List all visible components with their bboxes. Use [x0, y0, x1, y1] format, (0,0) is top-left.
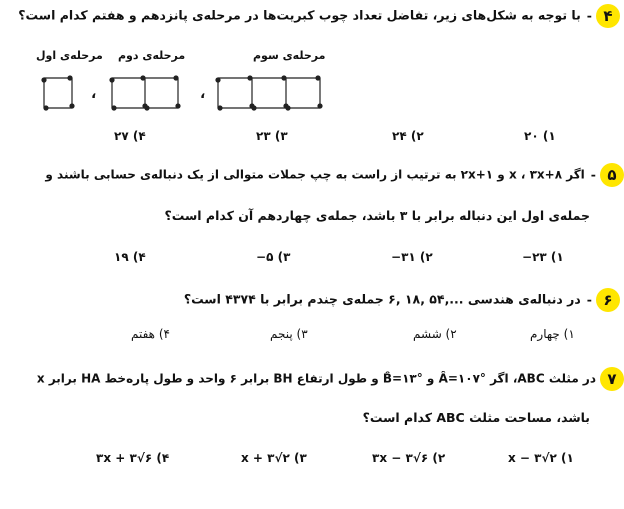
question-4: ۴-با توجه به شکل‌های زیر، تفاضل تعداد چوب کبریت‌ها در مرحله‌ی پانزدهم و هفتم کدام است؟ [18, 4, 620, 28]
stage-label-2: مرحله‌ی دوم [118, 49, 186, 62]
q4-option-2[interactable]: ۲) ۲۴ [392, 129, 424, 143]
question-text: با توجه به شکل‌های زیر، تفاضل تعداد چوب کبریت‌ها در مرحله‌ی پانزدهم و هفتم کدام است؟ [18, 7, 581, 23]
separator-2: ، [200, 86, 206, 102]
q5-option-1[interactable]: ۱) ۲۳− [522, 250, 564, 264]
matchstick-figure-stage-1 [40, 74, 76, 112]
q4-option-3[interactable]: ۳) ۲۳ [256, 129, 288, 143]
separator-1: ، [91, 86, 97, 102]
q6-option-4[interactable]: ۴) هفتم [131, 327, 170, 341]
question-number-badge: ۶ [596, 288, 620, 312]
question-7-line-2: باشد، مساحت مثلث ABC کدام است؟ [362, 410, 590, 425]
question-number-badge: ۷ [600, 367, 624, 391]
question-5: ۵-اگر x ، ۳x+۸ و ۲x+۱ به ترتیب از راست به چپ جملات متوالی از یک دنباله‌ی حسابی باشند و [45, 163, 624, 187]
stage-label-3: مرحله‌ی سوم [253, 49, 326, 62]
stage-label-1: مرحله‌ی اول [36, 49, 103, 62]
q5-option-2[interactable]: ۲) ۳۱− [391, 250, 433, 264]
question-text-line-1: اگر x ، ۳x+۸ و ۲x+۱ به ترتیب از راست به چپ جملات متوالی از یک دنباله‌ی حسابی باشند و [45, 167, 585, 182]
matchstick-figure-stage-2 [108, 74, 182, 112]
matchstick-figure-stage-3 [214, 74, 324, 112]
question-text-line-1: در مثلث ABC، اگر Â=۱۰۷° و B̂=۱۳° و طول ارتفاع BH برابر ۶ واحد و طول پاره‌خط HA برابر x [36, 371, 596, 386]
q6-option-3[interactable]: ۳) پنجم [270, 327, 308, 341]
q5-option-4[interactable]: ۴) ۱۹ [114, 250, 146, 264]
q7-option-4[interactable]: ۴) ۶√۳ + ۳x [96, 451, 170, 465]
q6-option-1[interactable]: ۱) چهارم [530, 327, 575, 341]
q5-option-3[interactable]: ۳) ۵− [256, 250, 291, 264]
question-5-line-2: جمله‌ی اول این دنباله برابر با ۳ باشد، جمله‌ی چهاردهم آن کدام است؟ [164, 208, 590, 223]
question-7 [37, 367, 624, 391]
q4-option-4[interactable]: ۴) ۲۷ [114, 129, 146, 143]
q7-option-1[interactable]: ۱) ۲√۳ − x [508, 451, 574, 465]
question-text: در دنباله‌ی هندسی ...,۵۴ ,۱۸ ,۶ جمله‌ی چندم برابر با ۴۳۷۴ است؟ [183, 291, 581, 307]
question-number-badge: ۵ [600, 163, 624, 187]
q7-option-2[interactable]: ۲) ۶√۳ − ۳x [372, 451, 446, 465]
q7-option-3[interactable]: ۳) ۲√۳ + x [241, 451, 307, 465]
question-number-badge: ۴ [596, 4, 620, 28]
q4-option-1[interactable]: ۱) ۲۰ [524, 129, 556, 143]
question-6: ۶-در دنباله‌ی هندسی ...,۵۴ ,۱۸ ,۶ جمله‌ی چندم برابر با ۴۳۷۴ است؟ [184, 288, 620, 312]
q6-option-2[interactable]: ۲) ششم [413, 327, 457, 341]
